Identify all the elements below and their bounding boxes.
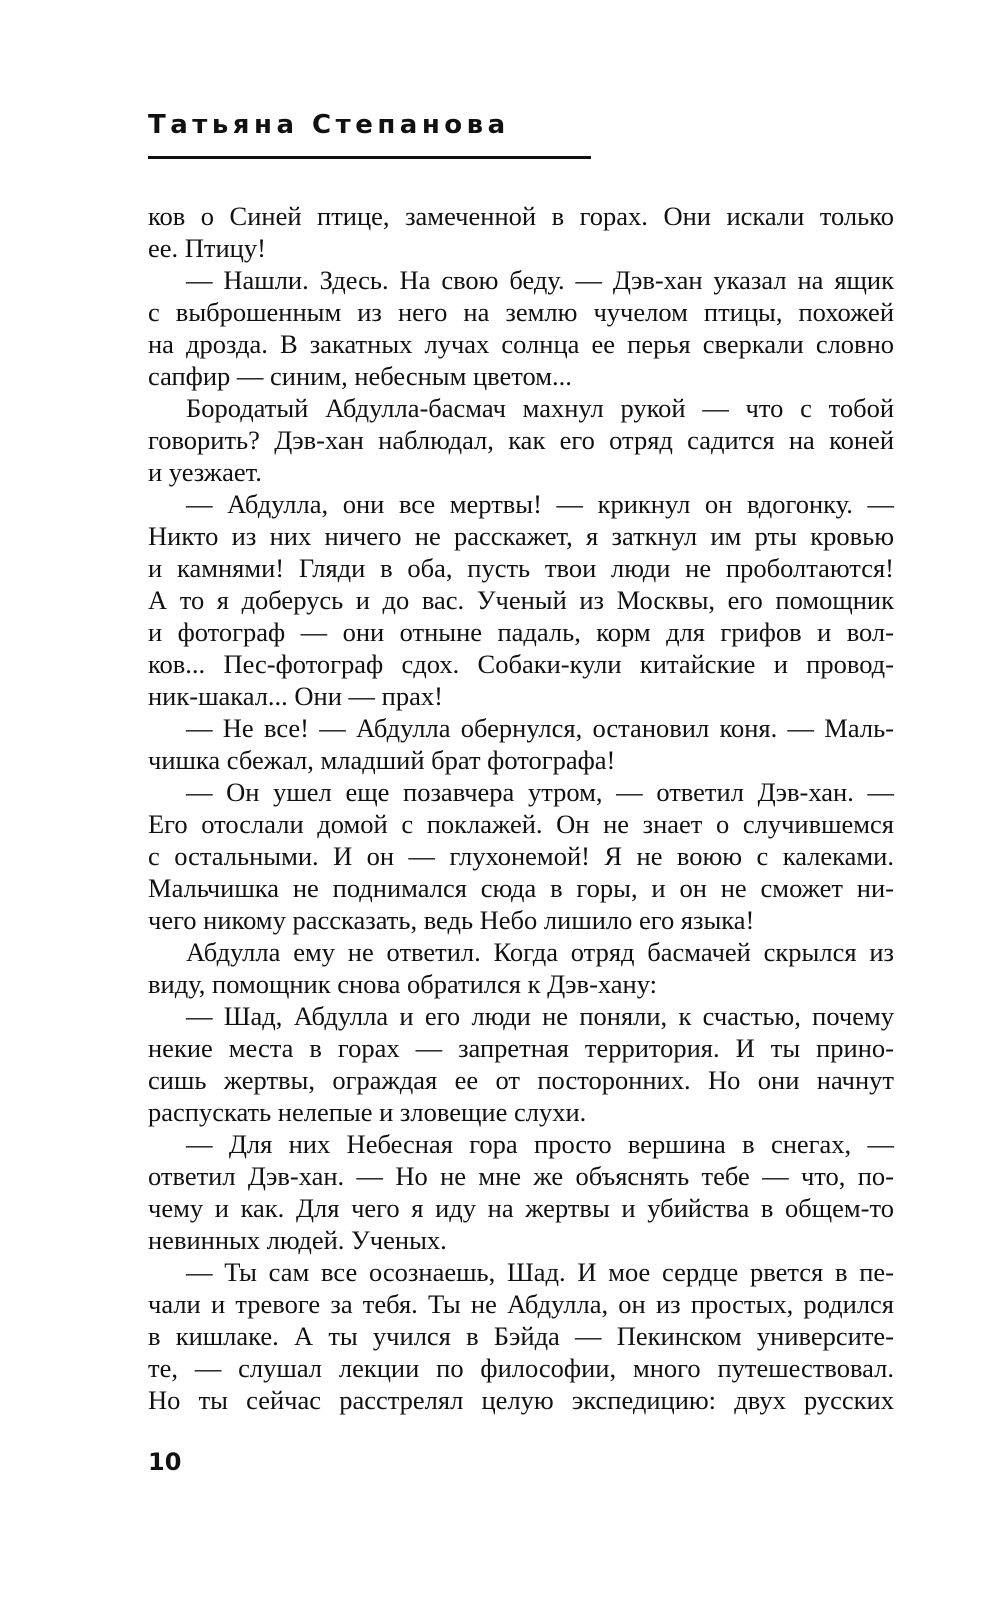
text-line: Его отослали домой с поклажей. Он не знает о случившемся	[148, 809, 894, 839]
text-line: с выброшенным из него на землю чучелом птицы, похожей	[148, 297, 894, 327]
text-line: — Ты сам все осознаешь, Шад. И мое сердце рвется в пе-	[186, 1257, 894, 1287]
running-head-author: Татьяна Степанова	[148, 110, 510, 140]
text-line: чали и тревоге за тебя. Ты не Абдулла, он из простых, родился	[148, 1289, 894, 1319]
text-line: говорить? Дэв-хан наблюдал, как его отряд садится на коней	[148, 425, 894, 455]
text-line: — Он ушел еще позавчера утром, — ответил Дэв-хан. —	[186, 777, 894, 807]
text-line: распускать нелепые и зловещие слухи.	[148, 1097, 587, 1127]
text-line: и фотограф — они отныне падаль, корм для грифов и вол-	[148, 617, 894, 647]
text-line: — Шад, Абдулла и его люди не поняли, к счастью, почему	[186, 1001, 894, 1031]
text-line: те, — слушал лекции по философии, много путешествовал.	[148, 1353, 894, 1383]
text-line: ответил Дэв-хан. — Но не мне же объяснять тебе — что, по-	[148, 1161, 894, 1191]
text-line: на дрозда. В закатных лучах солнца ее перья сверкали словно	[148, 329, 894, 359]
text-line: сапфир — синим, небесным цветом...	[148, 361, 572, 391]
text-line: Бородатый Абдулла-басмач махнул рукой — что с тобой	[186, 393, 894, 423]
text-line: ков... Пес-фотограф сдох. Собаки-кули китайские и провод-	[148, 649, 894, 679]
text-line: Никто из них ничего не расскажет, я заткнул им рты кровью	[148, 521, 894, 551]
text-line: ков о Синей птице, замеченной в горах. Они искали только	[148, 201, 894, 231]
text-line: Но ты сейчас расстрелял целую экспедицию: двух русских	[148, 1385, 894, 1415]
text-line: ник-шакал... Они — прах!	[148, 681, 443, 711]
page-number: 10	[148, 1448, 182, 1476]
text-line: виду, помощник снова обратился к Дэв-хану:	[148, 969, 657, 999]
text-line: Мальчишка не поднимался сюда в горы, и он не сможет ни-	[148, 873, 894, 903]
text-line: Абдулла ему не ответил. Когда отряд басмачей скрылся из	[186, 937, 894, 967]
text-line: — Не все! — Абдулла обернулся, остановил коня. — Маль-	[186, 713, 894, 743]
text-line: сишь жертвы, ограждая ее от посторонних. Но они начнут	[148, 1065, 894, 1095]
text-line: с остальными. И он — глухонемой! Я не воюю с калеками.	[148, 841, 894, 871]
text-line: — Нашли. Здесь. На свою беду. — Дэв-хан указал на ящик	[186, 265, 894, 295]
text-line: — Для них Небесная гора просто вершина в снегах, —	[186, 1129, 894, 1159]
text-line: в кишлаке. А ты учился в Бэйда — Пекинском университе-	[148, 1321, 894, 1351]
header-rule	[148, 156, 591, 159]
text-line: чишка сбежал, младший брат фотографа!	[148, 745, 616, 775]
text-line: — Абдулла, они все мертвы! — крикнул он вдогонку. —	[186, 489, 894, 519]
text-line: А то я доберусь и до вас. Ученый из Москвы, его помощник	[148, 585, 894, 615]
text-line: ее. Птицу!	[148, 233, 266, 263]
text-line: и уезжает.	[148, 457, 262, 487]
page-text-body	[148, 200, 894, 1416]
text-line: чему и как. Для чего я иду на жертвы и убийства в общем-то	[148, 1193, 894, 1223]
text-line: и камнями! Гляди в оба, пусть твои люди не проболтаются!	[148, 553, 894, 583]
text-line: невинных людей. Ученых.	[148, 1225, 447, 1255]
text-line: некие места в горах — запретная территория. И ты прино-	[148, 1033, 894, 1063]
text-line: чего никому рассказать, ведь Небо лишило его языка!	[148, 905, 755, 935]
